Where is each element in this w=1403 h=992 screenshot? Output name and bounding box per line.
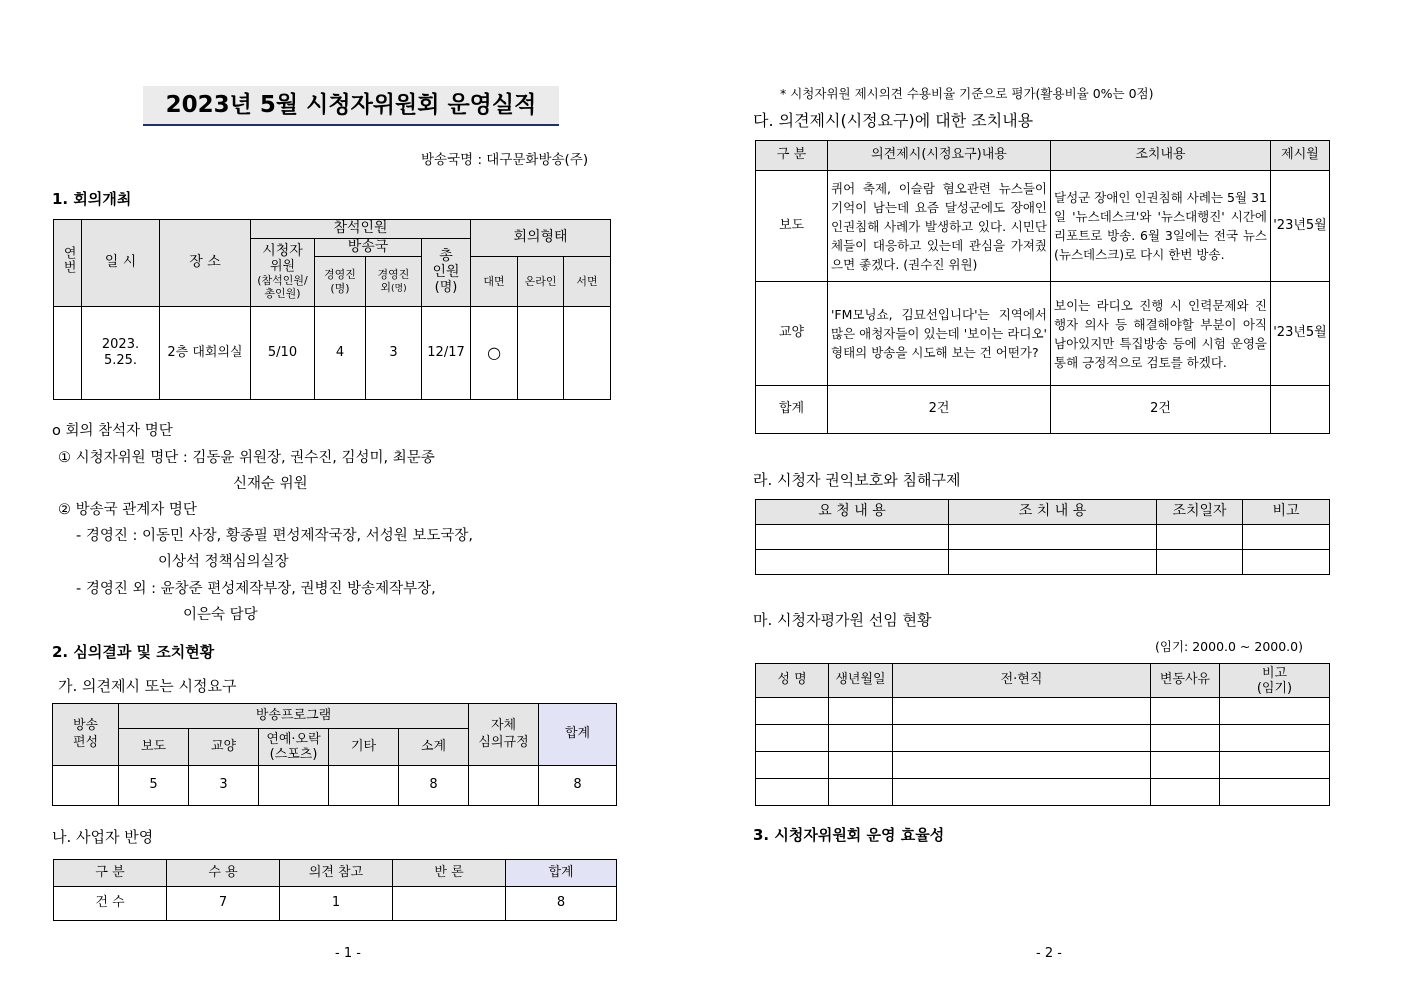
meeting-header-place: 장 소 — [160, 220, 251, 307]
cell-subtotal: 8 — [399, 766, 469, 806]
cell-cat: 보도 — [756, 171, 828, 282]
cell-cat: 건 수 — [54, 887, 167, 921]
rights-header-date: 조치일자 — [1157, 500, 1243, 525]
page-title: 2023년 5월 시청자위원회 운영실적 — [143, 86, 559, 126]
cell-total-opinion: 2건 — [828, 386, 1051, 434]
attendees-title: o 회의 참석자 명단 — [52, 423, 173, 439]
cell-news: 5 — [119, 766, 189, 806]
meeting-table — [53, 219, 611, 400]
cell-ent — [259, 766, 329, 806]
table-row — [756, 725, 1330, 752]
action-header-opinion: 의견제시(시정요구)내용 — [828, 141, 1051, 171]
section-ra-title: 라. 시청자 권익보호와 침해구제 — [753, 471, 961, 489]
section-1-title: 1. 회의개최 — [52, 190, 132, 208]
reflect-header-cat: 구 분 — [54, 860, 167, 887]
section-3-title: 3. 시청자위원회 운영 효율성 — [753, 826, 945, 844]
section-2b-title: 나. 사업자 반영 — [52, 828, 154, 846]
opinion-header-etc: 기타 — [329, 729, 399, 766]
cell-total: 8 — [506, 887, 617, 921]
cell-opinion: 'FM모닝쇼, 김묘선입니다'는 지역에서 많은 애청자들이 있는데 '보이는 라디오' 형태의 방송을 시도해 보는 건 어떤가? — [828, 282, 1051, 386]
cell-action: 달성군 장애인 인권침해 사례는 5월 31일 '뉴스데스크'와 '뉴스대행진' 시간에 리포트로 방송. 6월 3일에는 전국 뉴스(뉴스데스크)로 다시 한번 방송. — [1051, 171, 1271, 282]
table-row — [756, 779, 1330, 806]
evaluation-note: * 시청자위원 제시의견 수용비율 기준으로 평가(활용비율 0%는 0점) — [780, 86, 1154, 101]
broadcaster-name: 방송국명 : 대구문화방송(주) — [421, 152, 589, 168]
opinion-header-programs: 방송프로그램 — [119, 704, 469, 729]
eval-header-birth: 생년월일 — [829, 664, 893, 698]
meeting-header-written: 서면 — [564, 257, 611, 307]
action-header-cat: 구 분 — [756, 141, 828, 171]
meeting-header-mgmt: 경영진 (명) — [315, 257, 366, 307]
section-2-title: 2. 심의결과 및 조치현황 — [52, 643, 215, 661]
cell-program — [53, 766, 119, 806]
term-label: (임기: 2000.0 ~ 2000.0) — [1155, 639, 1303, 654]
cell-total-action: 2건 — [1051, 386, 1271, 434]
cell-cat: 교양 — [756, 282, 828, 386]
meeting-header-viewer: 시청자 위원 (참석인원/총인원) — [251, 238, 315, 307]
meeting-header-attend: 참석인원 — [251, 220, 471, 239]
meeting-header-form: 회의형태 — [471, 220, 611, 257]
cell-place: 2층 대회의실 — [160, 307, 251, 400]
cell-no — [54, 307, 82, 400]
reflect-header-ref: 의견 참고 — [280, 860, 393, 887]
cell-ref: 1 — [280, 887, 393, 921]
opinion-header-total: 합계 — [539, 704, 617, 766]
attendees-mgmt-cont: 이상석 정책심의실장 — [158, 554, 289, 570]
table-row — [756, 752, 1330, 779]
action-header-action: 조치내용 — [1051, 141, 1271, 171]
page-number-1: - 1 - — [335, 946, 361, 961]
section-ma-title: 마. 시청자평가원 선임 현황 — [753, 611, 932, 629]
table-row — [53, 766, 617, 806]
cell-date: '23년5월 — [1271, 282, 1330, 386]
reflect-header-accept: 수 용 — [167, 860, 280, 887]
meeting-header-online: 온라인 — [518, 257, 564, 307]
table-row — [756, 386, 1330, 434]
table-row — [756, 282, 1330, 386]
cell-total: 12/17 — [422, 307, 471, 400]
cell-accept: 7 — [167, 887, 280, 921]
opinion-header-ent: 연예·오락 (스포츠) — [259, 729, 329, 766]
table-row — [756, 171, 1330, 282]
eval-header-name: 성 명 — [756, 664, 829, 698]
cell-reject — [393, 887, 506, 921]
opinion-header-self: 자체 심의규정 — [469, 704, 539, 766]
opinion-header-subtotal: 소계 — [399, 729, 469, 766]
evaluator-table — [755, 663, 1330, 806]
action-header-date: 제시월 — [1271, 141, 1330, 171]
opinion-header-program: 방송 편성 — [53, 704, 119, 766]
cell-viewer: 5/10 — [251, 307, 315, 400]
attendees-viewer-cont: 신재순 위원 — [233, 476, 308, 492]
meeting-header-no: 연번 — [54, 220, 82, 307]
action-table — [755, 140, 1330, 434]
eval-header-reason: 변동사유 — [1151, 664, 1220, 698]
rights-header-note: 비고 — [1243, 500, 1330, 525]
table-row — [54, 307, 611, 400]
meeting-header-total: 총 인원 (명) — [422, 238, 471, 307]
cell-date: '23년5월 — [1271, 171, 1330, 282]
cell-mgmt: 4 — [315, 307, 366, 400]
attendees-other-cont: 이은숙 담당 — [183, 607, 258, 623]
reflect-header-reject: 반 론 — [393, 860, 506, 887]
table-row — [756, 525, 1330, 550]
eval-header-note: 비고 (임기) — [1220, 664, 1330, 698]
opinion-table — [52, 703, 617, 806]
cell-culture: 3 — [189, 766, 259, 806]
table-row — [756, 698, 1330, 725]
cell-offline: ○ — [471, 307, 518, 400]
rights-header-action: 조 치 내 용 — [949, 500, 1157, 525]
section-da-title: 다. 의견제시(시정요구)에 대한 조치내용 — [753, 111, 1034, 130]
cell-total: 8 — [539, 766, 617, 806]
meeting-header-date: 일 시 — [82, 220, 160, 307]
table-row — [756, 550, 1330, 575]
eval-header-job: 전·현직 — [893, 664, 1151, 698]
cell-opinion: 퀴어 축제, 이슬람 혐오관련 뉴스들이 기억이 남는데 요즘 달성군에도 장애인 인권침해 사례가 발생하고 있다. 시민단체들이 대응하고 있는데 관심을 가져줬으면 좋겠다. (권수진 위원) — [828, 171, 1051, 282]
opinion-header-culture: 교양 — [189, 729, 259, 766]
reflect-header-total: 합계 — [506, 860, 617, 887]
table-row — [54, 887, 617, 921]
section-2a-title: 가. 의견제시 또는 시정요구 — [58, 677, 237, 695]
attendees-station: ② 방송국 관계자 명단 — [58, 502, 197, 518]
meeting-header-station: 방송국 — [315, 238, 422, 257]
rights-header-request: 요 청 내 용 — [756, 500, 949, 525]
meeting-header-offline: 대면 — [471, 257, 518, 307]
cell-self — [469, 766, 539, 806]
attendees-other: - 경영진 외 : 윤창준 편성제작부장, 권병진 방송제작부장, — [76, 581, 436, 597]
meeting-header-other: 경영진 외(명) — [366, 257, 422, 307]
cell-other: 3 — [366, 307, 422, 400]
cell-total-date — [1271, 386, 1330, 434]
cell-written — [564, 307, 611, 400]
cell-total-label: 합계 — [756, 386, 828, 434]
cell-online — [518, 307, 564, 400]
cell-etc — [329, 766, 399, 806]
rights-table — [755, 499, 1330, 575]
reflect-table — [53, 859, 617, 921]
cell-action: 보이는 라디오 진행 시 인력문제와 진행자 의사 등 해결해야할 부분이 아직 남아있지만 특집방송 등에 시험 운영을 통해 긍정적으로 검토를 하겠다. — [1051, 282, 1271, 386]
page-number-2: - 2 - — [1036, 946, 1062, 961]
opinion-header-news: 보도 — [119, 729, 189, 766]
attendees-mgmt: - 경영진 : 이동민 사장, 황종필 편성제작국장, 서성원 보도국장, — [76, 528, 473, 544]
cell-date: 2023. 5.25. — [82, 307, 160, 400]
attendees-viewer: ① 시청자위원 명단 : 김동윤 위원장, 권수진, 김성미, 최문종 — [58, 450, 435, 466]
